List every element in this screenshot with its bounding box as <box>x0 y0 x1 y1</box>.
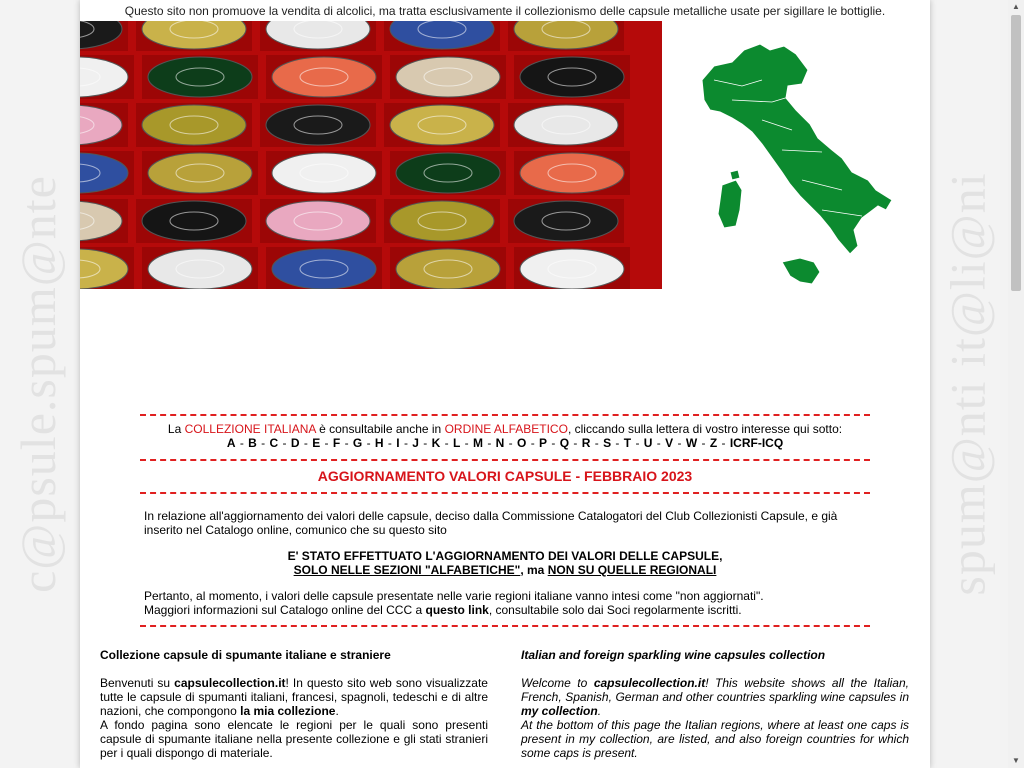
letter-separator: - <box>653 436 665 450</box>
letter-separator: - <box>674 436 685 450</box>
letter-link-a[interactable]: A <box>226 436 236 450</box>
alcohol-disclaimer: Questo sito non promuove la vendita di alcolici, ma tratta esclusivamente il collezionismo delle capsule metalliche usate per sigillare le bottiglie. <box>124 4 886 18</box>
vertical-scrollbar[interactable] <box>1008 0 1024 768</box>
letter-link-h[interactable]: H <box>374 436 384 450</box>
my-collection-link-en[interactable]: my collection <box>521 704 598 718</box>
letter-separator: - <box>441 436 452 450</box>
page-container <box>80 0 930 768</box>
letter-separator: - <box>548 436 559 450</box>
site-name-en: capsulecollection.it <box>593 676 706 690</box>
update-paragraph: In relazione all'aggiornamento dei valori delle capsule, deciso dalla Commissione Catalogatori del Club Collezionisti Capsule, e già inserito nel Catalogo online, comunico che su questo sito <box>144 509 838 537</box>
letter-separator: - <box>484 436 495 450</box>
side-watermark-right: spum@nti it@li@ni <box>940 172 997 596</box>
letter-separator: - <box>400 436 412 450</box>
letter-link-n[interactable]: N <box>495 436 505 450</box>
letter-link-z[interactable]: Z <box>709 436 718 450</box>
letter-separator: - <box>591 436 603 450</box>
letter-link-p[interactable]: P <box>539 436 548 450</box>
letter-separator: - <box>698 436 709 450</box>
letter-link-l[interactable]: L <box>452 436 461 450</box>
letter-link-v[interactable]: V <box>665 436 674 450</box>
letter-link-m[interactable]: M <box>473 436 483 450</box>
update-info: Pertanto, al momento, i valori delle capsule presentate nelle varie regioni italiane vanno intesi come "non aggiornati". Maggiori informazioni sul Catalogo online del CCC a questo link, consultabile solo dai Soci regolarmente iscritti. <box>144 589 764 617</box>
letter-separator: - <box>419 436 431 450</box>
letter-link-c[interactable]: C <box>269 436 279 450</box>
letter-separator: - <box>505 436 517 450</box>
update-title: AGGIORNAMENTO VALORI CAPSULE - FEBBRAIO 2023 <box>317 468 693 484</box>
side-watermark-left: c@psule.spum@nte <box>10 175 67 593</box>
letter-link-i[interactable]: I <box>396 436 400 450</box>
site-name: capsulecollection.it <box>174 676 286 690</box>
letter-separator: - <box>384 436 396 450</box>
letter-separator: - <box>321 436 332 450</box>
letter-link-d[interactable]: D <box>290 436 300 450</box>
scrollbar-thumb[interactable] <box>1011 15 1021 291</box>
update-notice-bold: E' STATO EFFETTUATO L'AGGIORNAMENTO DEI VALORI DELLE CAPSULE, SOLO NELLE SEZIONI "ALFABETICHE", ma NON SU QUELLE REGIONALI <box>287 549 723 577</box>
letter-link-r[interactable]: R <box>581 436 591 450</box>
letter-separator: - <box>612 436 623 450</box>
dashed-divider-bottom <box>140 625 870 627</box>
dashed-divider <box>140 414 870 416</box>
letter-link-icrf-icq[interactable]: ICRF-ICQ <box>729 436 784 450</box>
letter-separator: - <box>718 436 729 450</box>
italian-intro: Collezione capsule di spumante italiane e straniere Benvenuti su capsulecollection.it! In questo sito web sono visualizzate tutte le capsule di spumanti italiani, francesi, spagnoli, tedeschi e di altre nazioni, che compongono la mia collezione. A fondo pagina sono elencate le regioni per le quali sono presenti capsule di spumante italiane nella presente collezione e gli stati stranieri per i quali dispongo di materiale. <box>100 648 488 760</box>
dashed-divider <box>140 459 870 461</box>
my-collection-link[interactable]: la mia collezione <box>240 704 336 718</box>
dashed-divider <box>140 492 870 494</box>
letter-link-b[interactable]: B <box>248 436 257 450</box>
letter-separator: - <box>300 436 312 450</box>
letter-separator: - <box>632 436 643 450</box>
ordine-alfabetico-link[interactable]: ORDINE ALFABETICO <box>444 422 568 436</box>
catalog-link[interactable]: questo link <box>425 603 489 617</box>
capsules-tray-photo <box>80 21 662 289</box>
letter-separator: - <box>341 436 352 450</box>
letter-link-t[interactable]: T <box>623 436 632 450</box>
letter-link-e[interactable]: E <box>312 436 321 450</box>
italy-map[interactable] <box>692 40 902 290</box>
intro-line: La COLLEZIONE ITALIANA è consultabile anche in ORDINE ALFABETICO, cliccando sulla lettera di vostro interesse qui sotto: <box>167 422 843 436</box>
alphabetical-section <box>140 414 870 494</box>
letter-link-u[interactable]: U <box>643 436 653 450</box>
letter-link-o[interactable]: O <box>517 436 527 450</box>
letter-separator: - <box>570 436 581 450</box>
letter-separator: - <box>527 436 539 450</box>
letter-link-s[interactable]: S <box>603 436 612 450</box>
letter-separator: - <box>279 436 290 450</box>
english-intro: Italian and foreign sparkling wine capsules collection Welcome to capsulecollection.it! This website shows all the Italian, French, Spanish, German and other countries sparkling wine capsules in my collection. At the bottom of this page the Italian regions, where at least one caps is present in my collection, are listed, and also foreign countries for which some caps is present. <box>521 648 909 760</box>
italian-title: Collezione capsule di spumante italiane e straniere <box>100 648 391 662</box>
scroll-down-icon[interactable]: ▼ <box>1012 756 1020 765</box>
letter-separator: - <box>461 436 472 450</box>
letter-link-g[interactable]: G <box>352 436 363 450</box>
letter-index <box>140 436 870 450</box>
letter-link-j[interactable]: J <box>412 436 419 450</box>
letter-link-w[interactable]: W <box>685 436 698 450</box>
letter-link-f[interactable]: F <box>332 436 341 450</box>
letter-separator: - <box>236 436 248 450</box>
letter-separator: - <box>257 436 269 450</box>
letter-link-k[interactable]: K <box>431 436 441 450</box>
collezione-italiana-link[interactable]: COLLEZIONE ITALIANA <box>184 422 316 436</box>
letter-link-q[interactable]: Q <box>559 436 570 450</box>
letter-separator: - <box>363 436 374 450</box>
scroll-up-icon[interactable]: ▲ <box>1012 2 1020 11</box>
english-title: Italian and foreign sparkling wine capsules collection <box>521 648 826 662</box>
